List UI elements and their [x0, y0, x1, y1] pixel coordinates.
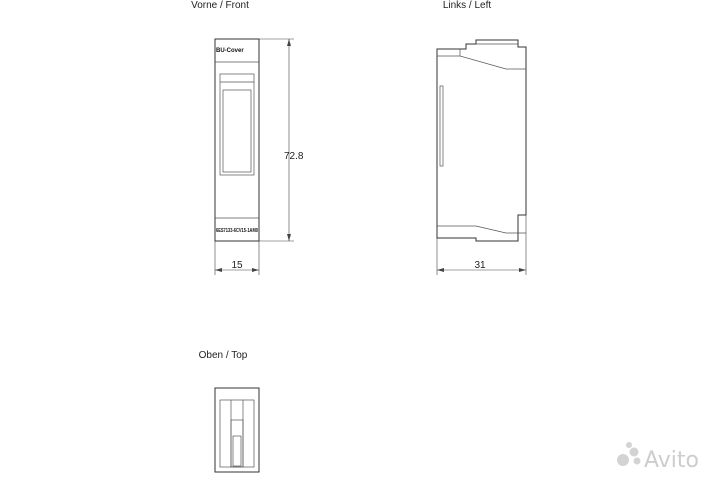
height-dimension-value: 72.8 [284, 151, 304, 162]
watermark [617, 442, 699, 473]
left-view [437, 0, 526, 275]
top-inner-frame [220, 400, 254, 467]
front-width-arrow-left [215, 268, 222, 272]
left-width-dimension-value: 31 [474, 260, 486, 271]
top-body-outline [215, 388, 259, 472]
top-center-slot-inner [233, 436, 241, 466]
front-label-bottom: 6ES7133-6CV15-1AM0 [216, 228, 259, 234]
front-body-outline [215, 39, 259, 241]
top-view [199, 350, 259, 472]
left-width-arrow-right [519, 268, 526, 272]
left-bottom-slope [437, 226, 526, 233]
left-side-slot [440, 86, 443, 166]
watermark-logo-icon [617, 442, 641, 466]
left-top-clip-slope [460, 49, 526, 69]
front-label-strip-inner [223, 90, 251, 172]
front-label-top: BU-Cover [216, 48, 244, 54]
left-width-arrow-left [437, 268, 444, 272]
front-view [191, 0, 304, 275]
watermark-text: Avito [644, 448, 699, 473]
front-width-arrow-right [252, 268, 259, 272]
left-body-outline [437, 40, 526, 241]
height-arrow-bottom [287, 234, 291, 241]
top-view-title: Oben / Top [198, 350, 248, 361]
front-view-title: Vorne / Front [191, 0, 249, 11]
height-arrow-top [287, 39, 291, 46]
left-view-title: Links / Left [442, 0, 492, 11]
front-width-dimension-value: 15 [231, 260, 243, 271]
front-label-strip-outer [220, 74, 254, 175]
